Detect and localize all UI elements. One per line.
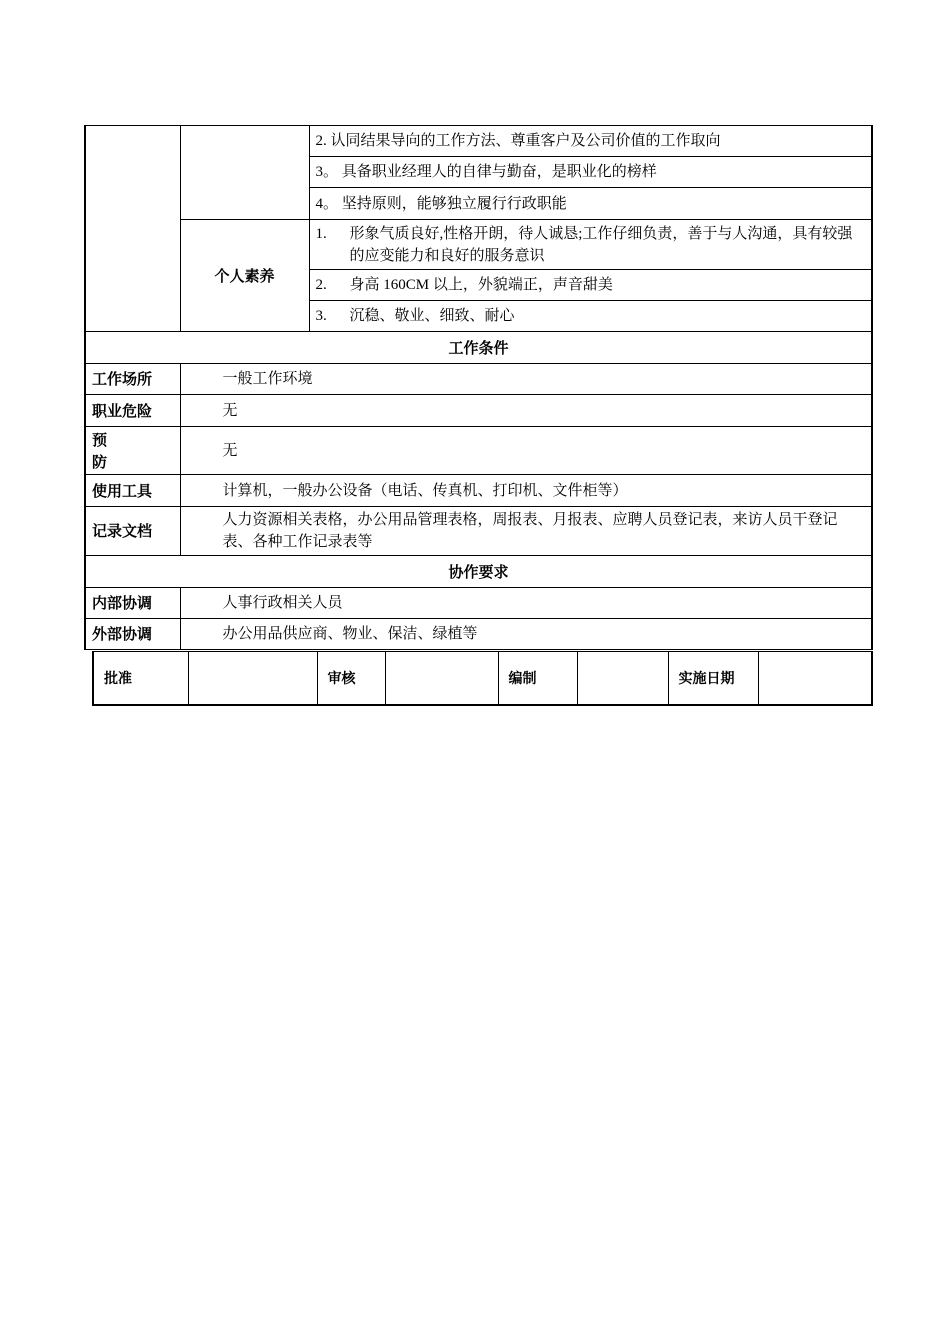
effective-date-label: 实施日期 <box>668 652 758 706</box>
item-number: 1. <box>315 225 327 242</box>
item-text: 形象气质良好,性格开朗，待人诚恳;工作仔细负责，善于与人沟通，具有较强的应变能力和良好的服务意识 <box>349 225 853 264</box>
prepare-field <box>577 652 668 706</box>
table-row <box>85 475 872 507</box>
row-value: 一般工作环境 <box>180 364 872 395</box>
item-text: 沉稳、敬业、细致、耐心 <box>349 308 515 324</box>
personal-quality-label: 个人素养 <box>180 220 309 332</box>
list-item: 3。 具备职业经理人的自律与勤奋，是职业化的榜样 <box>309 157 872 188</box>
table-row <box>85 126 872 157</box>
table-row <box>85 364 872 395</box>
row-value: 无 <box>180 395 872 427</box>
row-value: 计算机，一般办公设备（电话、传真机、打印机、文件柜等） <box>180 475 872 507</box>
row-label-line: 预 <box>92 430 108 449</box>
item-text: 身高 160CM 以上，外貌端正，声音甜美 <box>349 277 613 293</box>
row-value: 人力资源相关表格，办公用品管理表格，周报表、月报表、应聘人员登记表，来访人员干登记表、各种工作记录表等 <box>180 507 872 556</box>
row-value: 办公用品供应商、物业、保洁、绿植等 <box>180 619 872 650</box>
row-label: 工作场所 <box>85 364 180 395</box>
review-label: 审核 <box>317 652 385 706</box>
table-row <box>85 220 872 270</box>
table-row <box>85 332 872 364</box>
table-row <box>85 556 872 588</box>
row-value: 人事行政相关人员 <box>180 588 872 619</box>
review-field <box>385 652 498 706</box>
table-row <box>85 588 872 619</box>
table-row <box>85 619 872 650</box>
table-row <box>85 507 872 556</box>
blank-cell <box>180 126 309 220</box>
job-description-table <box>84 125 873 650</box>
row-label: 职业危险 <box>85 395 180 427</box>
row-label: 外部协调 <box>85 619 180 650</box>
list-item: 2. 认同结果导向的工作方法、尊重客户及公司价值的工作取向 <box>309 126 872 157</box>
approve-label: 批准 <box>93 652 188 706</box>
row-label: 使用工具 <box>85 475 180 507</box>
approve-field <box>188 652 317 706</box>
prepare-label: 编制 <box>498 652 577 706</box>
row-value: 无 <box>180 427 872 475</box>
blank-cell <box>85 126 180 332</box>
list-item <box>309 220 872 270</box>
list-item: 4。 坚持原则，能够独立履行行政职能 <box>309 188 872 220</box>
list-item <box>309 270 872 301</box>
effective-date-field <box>758 652 872 706</box>
table-row <box>93 652 872 706</box>
item-number: 2. <box>315 277 327 293</box>
table-row <box>85 395 872 427</box>
row-label: 记录文档 <box>85 507 180 556</box>
table-row <box>85 427 872 475</box>
item-number: 3. <box>315 308 327 324</box>
list-item <box>309 301 872 332</box>
row-label: 内部协调 <box>85 588 180 619</box>
section-header-work-conditions: 工作条件 <box>85 332 872 364</box>
row-label-line: 防 <box>92 452 108 471</box>
section-header-collaboration: 协作要求 <box>85 556 872 588</box>
signoff-table <box>92 651 873 706</box>
row-label <box>85 427 180 475</box>
